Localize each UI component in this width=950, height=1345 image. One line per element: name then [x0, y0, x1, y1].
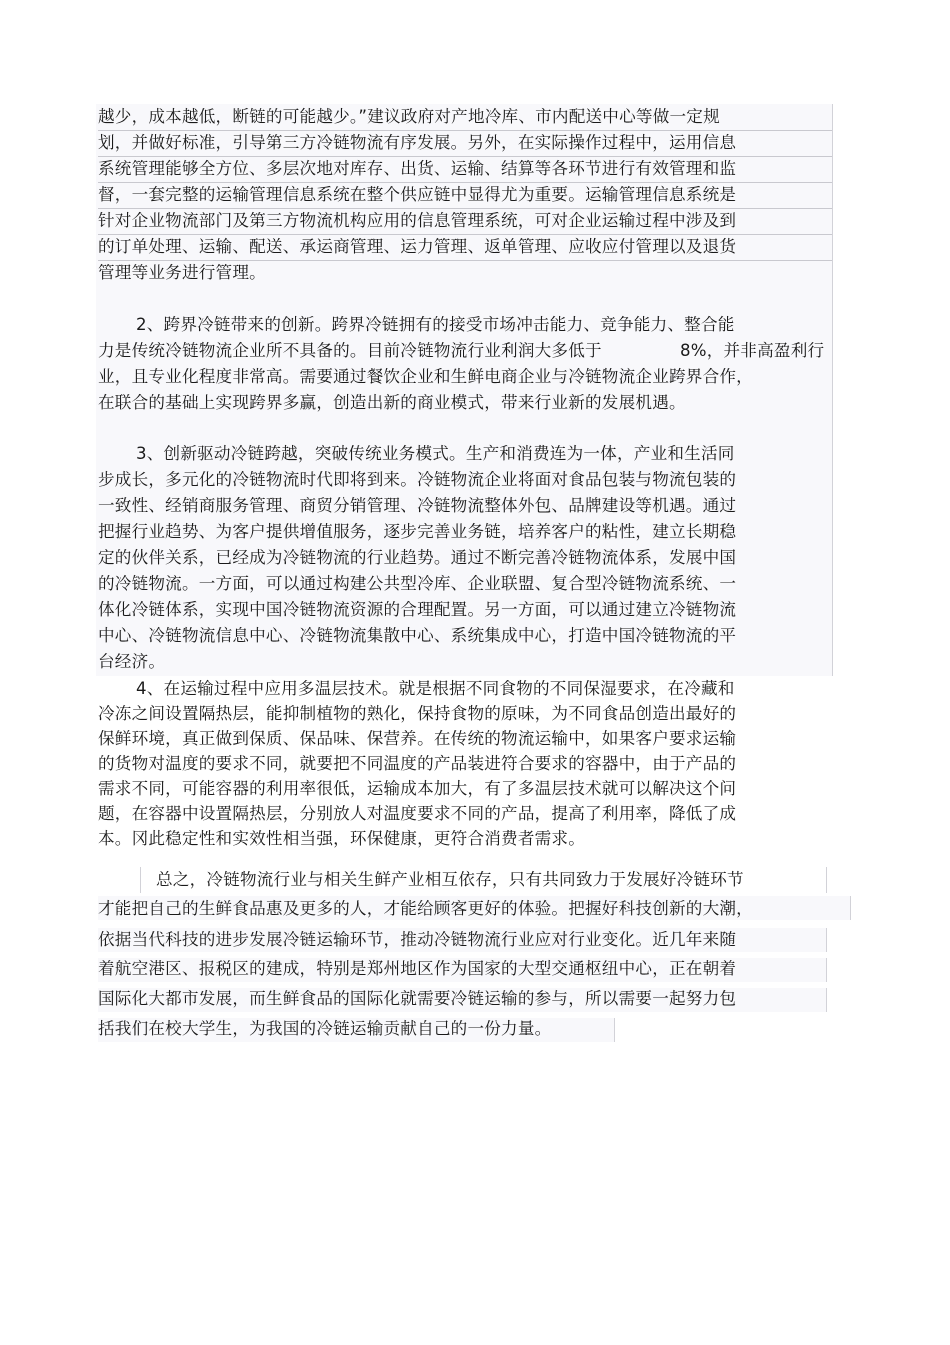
- text-line: 督，一套完整的运输管理信息系统在整个供应链中显得尤为重要。运输管理信息系统是: [98, 182, 832, 209]
- scan-edge-right: [850, 896, 851, 920]
- text-line: 台经济。: [98, 652, 166, 671]
- text-line: 括我们在校大学生，为我国的冷链运输贡献自己的一份力量。: [98, 1019, 552, 1038]
- text-line: 需求不同，可能容器的利用率很低，运输成本加大，有了多温层技术就可以解决这个问: [98, 779, 737, 798]
- text-line: 保鲜环境，真正做到保质、保品味、保营养。在传统的物流运输中，如果客户要求运输: [98, 729, 737, 748]
- text-line: 着航空港区、报税区的建成，特别是郑州地区作为国家的大型交通枢纽中心，正在朝着: [98, 959, 737, 978]
- text-line: 冷冻之间设置隔热层，能抑制植物的熟化，保持食物的原味，为不同食品创造出最好的: [98, 704, 737, 723]
- text-line: 管理等业务进行管理。: [98, 263, 266, 282]
- text-line-tail: 8%，并非高盈利行: [680, 341, 825, 360]
- text-line: 步成长，多元化的冷链物流时代即将到来。冷链物流企业将面对食品包装与物流包装的: [98, 470, 737, 489]
- text-line: 的冷链物流。一方面，可以通过构建公共型冷库、企业联盟、复合型冷链物流系统、一: [98, 574, 737, 593]
- text-line: 依据当代科技的进步发展冷链运输环节，推动冷链物流行业应对行业变化。近几年来随: [98, 930, 737, 949]
- text-line: 业，且专业化程度非常高。需要通过餐饮企业和生鲜电商企业与冷链物流企业跨界合作，: [98, 367, 753, 386]
- text-line: 针对企业物流部门及第三方物流机构应用的信息管理系统，可对企业运输过程中涉及到: [98, 208, 832, 235]
- text-line: 在联合的基础上实现跨界多赢，创造出新的商业模式，带来行业新的发展机遇。: [98, 393, 686, 412]
- text-line: 题，在容器中设置隔热层，分别放人对温度要求不同的产品，提高了利用率，降低了成: [98, 804, 737, 823]
- text-line: 本。冈此稳定性和实效性相当强，环保健康，更符合消费者需求。: [98, 829, 586, 848]
- text-line: 4、在运输过程中应用多温层技术。就是根据不同食物的不同保湿要求，在冷藏和: [136, 679, 735, 698]
- scan-edge-right: [826, 867, 827, 893]
- text-line: 2、跨界冷链带来的创新。跨界冷链拥有的接受市场冲击能力、竞争能力、整合能: [136, 315, 735, 334]
- text-line: 的货物对温度的要求不同，就要把不同温度的产品装进符合要求的容器中，由于产品的: [98, 754, 737, 773]
- scan-edge-right: [826, 958, 827, 982]
- text-line: 把握行业趋势、为客户提供增值服务，逐步完善业务链，培养客户的粘性，建立长期稳: [98, 522, 737, 541]
- text-line: 总之，冷链物流行业与相关生鲜产业相互依存，只有共同致力于发展好冷链环节: [156, 870, 744, 889]
- text-line: 定的伙伴关系，已经成为冷链物流的行业趋势。通过不断完善冷链物流体系，发展中国: [98, 548, 737, 567]
- text-line: 才能把自己的生鲜食品惠及更多的人，才能给顾客更好的体验。把握好科技创新的大潮，: [98, 899, 753, 918]
- text-line: 力是传统冷链物流企业所不具备的。目前冷链物流行业利润大多低于: [98, 341, 602, 360]
- text-line: 一致性、经销商服务管理、商贸分销管理、冷链物流整体外包、品牌建设等机遇。通过: [98, 496, 737, 515]
- scan-edge-left: [140, 867, 141, 893]
- text-line: 划，并做好标准，引导第三方冷链物流有序发展。另外，在实际操作过程中，运用信息: [98, 130, 832, 157]
- text-line: 3、创新驱动冷链跨越，突破传统业务模式。生产和消费连为一体，产业和生活同: [136, 444, 735, 463]
- scan-edge-right-top: [832, 104, 833, 676]
- text-line: 国际化大都市发展，而生鲜食品的国际化就需要冷链运输的参与，所以需要一起努力包: [98, 989, 737, 1008]
- scan-edge-right: [826, 928, 827, 952]
- text-line: 系统管理能够全方位、多层次地对库存、出货、运输、结算等各环节进行有效管理和监: [98, 156, 832, 183]
- scan-edge-right: [614, 1018, 615, 1042]
- text-line: 体化冷链体系，实现中国冷链物流资源的合理配置。另一方面，可以通过建立冷链物流: [98, 600, 737, 619]
- text-line: 中心、冷链物流信息中心、冷链物流集散中心、系统集成中心，打造中国冷链物流的平: [98, 626, 737, 645]
- text-line: 越少，成本越低，断链的可能越少。”建议政府对产地冷库、市内配送中心等做一定规: [98, 104, 832, 131]
- text-line: 的订单处理、运输、配送、承运商管理、运力管理、返单管理、应收应付管理以及退货: [98, 234, 832, 261]
- scan-edge-right: [826, 988, 827, 1012]
